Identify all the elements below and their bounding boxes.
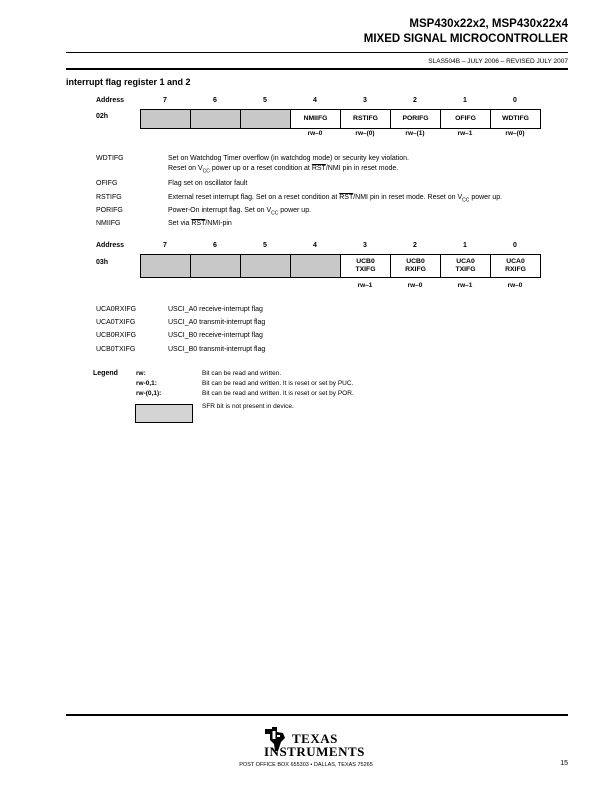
address-label: Address (96, 242, 125, 249)
legend-title: Legend (93, 370, 118, 377)
flag-description: USCI_A0 transmit-interrupt flag (168, 319, 266, 326)
bit-number: 4 (313, 97, 317, 104)
register-bit-unused (190, 109, 240, 129)
flag-name: PORIFG (96, 207, 123, 214)
address-label: Address (96, 97, 125, 104)
register-bit-wdtifg: WDTIFG (490, 109, 541, 129)
flag-description: Flag set on oscillator fault (168, 180, 248, 187)
legend-text: Bit can be read and written. It is reset or set by PUC. (202, 380, 354, 387)
access-type: rw–0 (507, 282, 523, 289)
bit-number: 3 (363, 97, 367, 104)
access-type: rw–(1) (405, 130, 425, 137)
footer-address: POST OFFICE BOX 655303 • DALLAS, TEXAS 75265 (239, 762, 373, 768)
ti-logo-text-line1: TEXAS (292, 731, 338, 746)
register-bit-unused (240, 109, 290, 129)
section-title: interrupt flag register 1 and 2 (66, 77, 191, 87)
bit-number: 2 (413, 242, 417, 249)
bit-number: 1 (463, 97, 467, 104)
legend-swatch (135, 404, 193, 423)
flag-name: UCA0RXIFG (96, 306, 137, 313)
register-bit-ucb0rxifg: UCB0 RXIFG (390, 254, 440, 278)
register-bit-uca0rxifg: UCA0 RXIFG (490, 254, 541, 278)
bit-number: 0 (513, 97, 517, 104)
bit-number: 5 (263, 97, 267, 104)
header-title-line1: MSP430x22x2, MSP430x22x4 (409, 18, 568, 30)
bit-number: 4 (313, 242, 317, 249)
bit-number-row (140, 242, 540, 249)
legend-key: rw: (136, 370, 146, 377)
register-bit-unused (140, 109, 190, 129)
register-bit-nmiifg: NMIIFG (290, 109, 340, 129)
legend-key: rw-(0,1): (136, 390, 162, 397)
bit-number: 0 (513, 242, 517, 249)
flag-description: Set via $\overline{RST}/NMI$-pin (168, 220, 232, 227)
ti-logo-text-line2: INSTRUMENTS (264, 744, 365, 759)
access-type: rw–1 (457, 130, 473, 137)
legend-swatch-text: SFR bit is not present in device. (202, 403, 294, 410)
document-id: SLAS504B – JULY 2006 – REVISED JULY 2007 (428, 58, 568, 65)
register-bit-ofifg: OFIFG (440, 109, 490, 129)
header-rule (66, 52, 568, 53)
access-type: rw–0 (407, 282, 423, 289)
flag-name: UCA0TXIFG (96, 319, 136, 326)
access-type: rw–1 (357, 282, 373, 289)
flag-description: USCI_A0 receive-interrupt flag (168, 306, 263, 313)
register-address: 03h (96, 259, 109, 266)
flag-description: Power-On interrupt flag. Set on $V_{CC}$ power up. (168, 207, 312, 217)
register-address: 02h (96, 113, 109, 120)
flag-description: External reset interrupt flag. Set on a reset condition at $\overline{RST}$/NMI pin in reset mode. Reset on $V_{CC}$ power up. (168, 194, 503, 204)
footer-rule (66, 714, 568, 716)
flag-name: UCB0TXIFG (96, 346, 136, 353)
register-03h (140, 254, 541, 278)
flag-description: USCI_B0 receive-interrupt flag (168, 332, 263, 339)
bit-number: 6 (213, 97, 217, 104)
access-type: rw–(0) (355, 130, 375, 137)
flag-description: USCI_B0 transmit-interrupt flag (168, 346, 266, 353)
access-type: rw–0 (307, 130, 323, 137)
register-bit-unused (190, 254, 240, 278)
bit-number: 5 (263, 242, 267, 249)
flag-name: WDTIFG (96, 155, 124, 162)
bit-number: 2 (413, 97, 417, 104)
bit-number: 1 (463, 242, 467, 249)
flag-name: RSTIFG (96, 194, 122, 201)
register-bit-ucb0txifg: UCB0 TXIFG (340, 254, 390, 278)
bit-number: 6 (213, 242, 217, 249)
page-number: 15 (560, 760, 568, 767)
bit-number: 3 (363, 242, 367, 249)
register-bit-rstifg: RSTIFG (340, 109, 390, 129)
register-bit-unused (240, 254, 290, 278)
flag-name: OFIFG (96, 180, 118, 187)
legend-text: Bit can be read and written. It is reset or set by POR. (202, 390, 354, 397)
register-bit-porifg: PORIFG (390, 109, 440, 129)
flag-name: NMIIFG (96, 220, 121, 227)
bit-number: 7 (163, 97, 167, 104)
bit-number-row (140, 97, 540, 104)
access-row (140, 282, 540, 289)
flag-name: UCB0RXIFG (96, 332, 137, 339)
access-type: rw–1 (457, 282, 473, 289)
legend-key: rw-0,1: (136, 380, 157, 387)
header-rule-thick (66, 68, 568, 70)
access-row (140, 130, 540, 137)
register-bit-uca0txifg: UCA0 TXIFG (440, 254, 490, 278)
legend-text: Bit can be read and written. (202, 370, 282, 377)
header-title-line2: MIXED SIGNAL MICROCONTROLLER (363, 33, 568, 45)
flag-description: Set on Watchdog Timer overflow (in watchdog mode) or security key violation. Reset on $V_{CC}$ power up or a reset condition at $\overline{RST}$/NMI pin in reset mode. (168, 155, 409, 175)
register-02h (140, 109, 541, 129)
register-bit-unused (140, 254, 190, 278)
register-bit-unused (290, 254, 340, 278)
access-type: rw–(0) (505, 130, 525, 137)
bit-number: 7 (163, 242, 167, 249)
